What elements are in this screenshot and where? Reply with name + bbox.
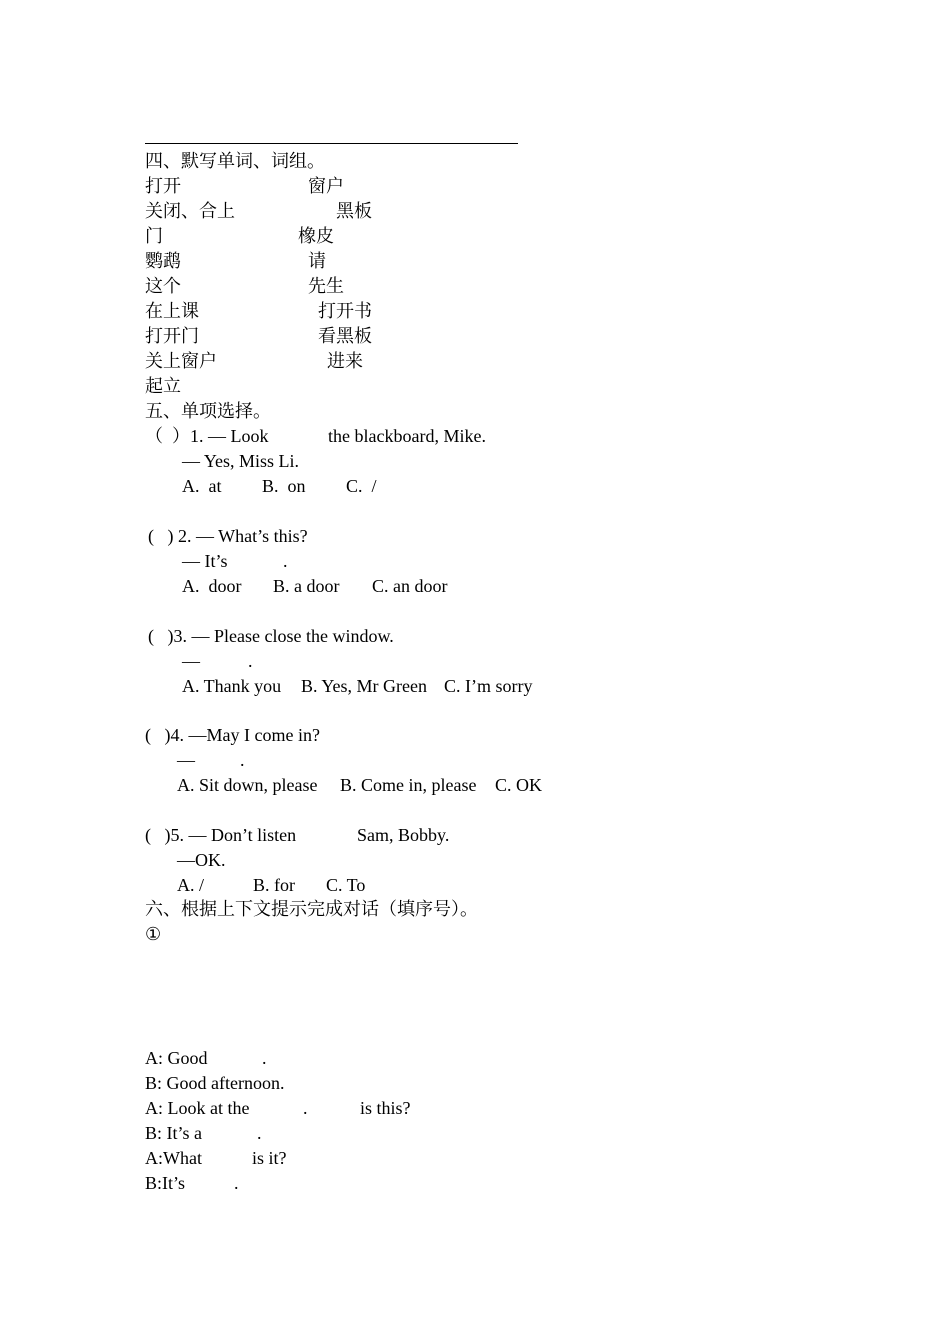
vocab-right: 请 [308, 251, 326, 271]
question-4-stem: ( )4. —May I come in? [145, 725, 320, 745]
dialog-line-1-end: . [262, 1048, 267, 1068]
option-c: C. To [326, 875, 366, 895]
option-a: A. / [177, 875, 204, 895]
vocab-left: 起立 [145, 376, 181, 396]
dialog-line-1: A: Good [145, 1048, 208, 1068]
dialog-line-3-end: is this? [360, 1098, 411, 1118]
dialog-line-5-end: is it? [252, 1148, 287, 1168]
question-4-reply-end: . [240, 750, 245, 770]
question-2-stem: ( ) 2. — What’s this? [148, 526, 308, 546]
option-c: C. OK [495, 775, 543, 795]
vocab-left: 打开门 [145, 326, 199, 346]
question-5-stem: ( )5. — Don’t listen [145, 825, 297, 845]
question-4-reply: — [177, 750, 195, 770]
image-marker: ① [145, 924, 162, 944]
vocab-right: 看黑板 [318, 326, 372, 346]
dialog-line-6: B:It’s [145, 1173, 186, 1193]
option-b: B. a door [273, 576, 340, 596]
vocab-left: 鹦鹉 [145, 251, 181, 271]
option-c: C. / [346, 476, 377, 496]
vocab-right: 窗户 [308, 176, 344, 196]
question-1-reply: — Yes, Miss Li. [182, 451, 300, 471]
vocab-right: 先生 [308, 276, 344, 296]
vocab-right: 黑板 [336, 201, 372, 221]
question-3-stem: ( )3. — Please close the window. [148, 626, 394, 646]
question-5-stem-end: Sam, Bobby. [357, 825, 450, 845]
section-5-title: 五、单项选择。 [145, 401, 271, 421]
dialog-line-4: B: It’s a [145, 1123, 202, 1143]
option-a: A. at [182, 476, 222, 496]
vocab-right: 打开书 [318, 301, 372, 321]
vocab-right: 进来 [327, 351, 363, 371]
dialog-line-2: B: Good afternoon. [145, 1073, 285, 1093]
dialog-line-6-end: . [234, 1173, 239, 1193]
option-b: B. for [253, 875, 295, 895]
option-a: A. Sit down, please [177, 775, 318, 795]
option-c: C. I’m sorry [444, 676, 533, 696]
vocab-left: 在上课 [145, 301, 199, 321]
question-1-stem: （ ）1. — Look [145, 426, 269, 446]
top-rule [145, 143, 518, 144]
option-a: A. Thank you [182, 676, 282, 696]
dialog-line-5: A:What [145, 1148, 202, 1168]
option-b: B. Yes, Mr Green [301, 676, 427, 696]
section-4-title: 四、默写单词、词组。 [145, 151, 325, 171]
dialog-line-3: A: Look at the [145, 1098, 250, 1118]
vocab-left: 关上窗户 [145, 351, 217, 371]
dialog-line-3-mid: . [303, 1098, 308, 1118]
option-c: C. an door [372, 576, 448, 596]
option-b: B. Come in, please [340, 775, 477, 795]
vocab-left: 打开 [145, 176, 181, 196]
option-b: B. on [262, 476, 306, 496]
section-6-title: 六、根据上下文提示完成对话（填序号）。 [145, 899, 478, 919]
dialog-line-4-end: . [257, 1123, 262, 1143]
question-3-reply-end: . [248, 651, 253, 671]
vocab-left: 关闭、合上 [145, 201, 235, 221]
vocab-left: 门 [145, 226, 163, 246]
question-1-stem-end: the blackboard, Mike. [328, 426, 486, 446]
option-a: A. door [182, 576, 242, 596]
vocab-right: 橡皮 [298, 226, 334, 246]
question-3-reply: — [182, 651, 200, 671]
question-2-reply-end: . [283, 551, 288, 571]
vocab-left: 这个 [145, 276, 181, 296]
question-5-reply: —OK. [177, 850, 226, 870]
question-2-reply: — It’s [182, 551, 228, 571]
